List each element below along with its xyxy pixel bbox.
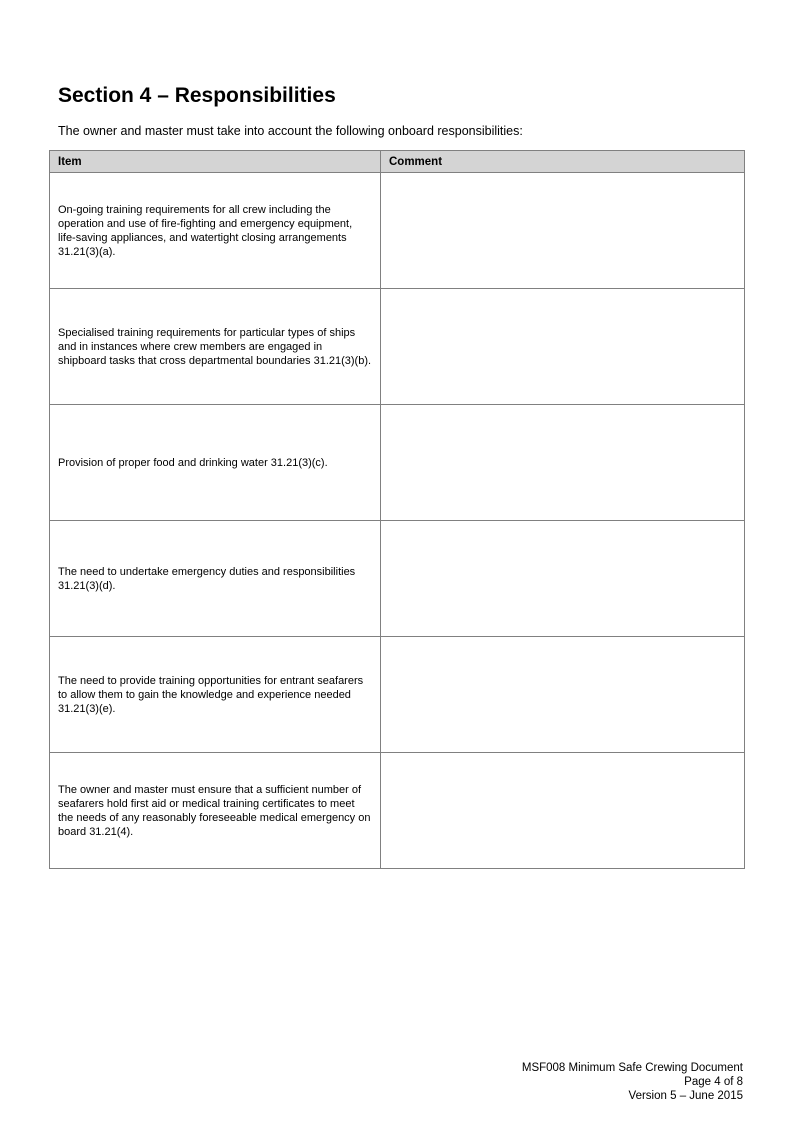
item-cell: The need to provide training opportunities for entrant seafarers to allow them to gain the knowledge and experience needed 31.21(3)(e). <box>50 637 381 753</box>
comment-cell[interactable] <box>381 637 745 753</box>
item-cell: Provision of proper food and drinking water 31.21(3)(c). <box>50 405 381 521</box>
table-row <box>50 173 745 289</box>
item-cell: Specialised training requirements for particular types of ships and in instances where crew members are engaged in shipboard tasks that cross departmental boundaries 31.21(3)(b). <box>50 289 381 405</box>
comment-cell[interactable] <box>381 521 745 637</box>
item-cell: The need to undertake emergency duties and responsibilities 31.21(3)(d). <box>50 521 381 637</box>
comment-cell[interactable] <box>381 405 745 521</box>
section-title: Section 4 – Responsibilities <box>58 84 336 107</box>
item-cell: On-going training requirements for all crew including the operation and use of fire-fighting and emergency equipment, life-saving appliances, and watertight closing arrangements 31.21(3)(a). <box>50 173 381 289</box>
header-comment: Comment <box>381 151 745 173</box>
table-header-row <box>50 151 745 173</box>
intro-text: The owner and master must take into account the following onboard responsibilities: <box>58 124 523 138</box>
page-footer <box>522 1061 743 1103</box>
item-cell: The owner and master must ensure that a sufficient number of seafarers hold first aid or medical training certificates to meet the needs of any reasonably foreseeable medical emergency on board 31.21(4). <box>50 753 381 869</box>
table-row <box>50 753 745 869</box>
footer-page-number: Page 4 of 8 <box>684 1076 743 1088</box>
table-row <box>50 521 745 637</box>
comment-cell[interactable] <box>381 753 745 869</box>
header-item: Item <box>50 151 381 173</box>
table-row <box>50 289 745 405</box>
table-row <box>50 637 745 753</box>
comment-cell[interactable] <box>381 289 745 405</box>
table-row <box>50 405 745 521</box>
footer-document-name: MSF008 Minimum Safe Crewing Document <box>521 1062 743 1074</box>
comment-cell[interactable] <box>381 173 745 289</box>
responsibilities-table <box>49 150 745 869</box>
footer-version: Version 5 – June 2015 <box>628 1090 743 1102</box>
